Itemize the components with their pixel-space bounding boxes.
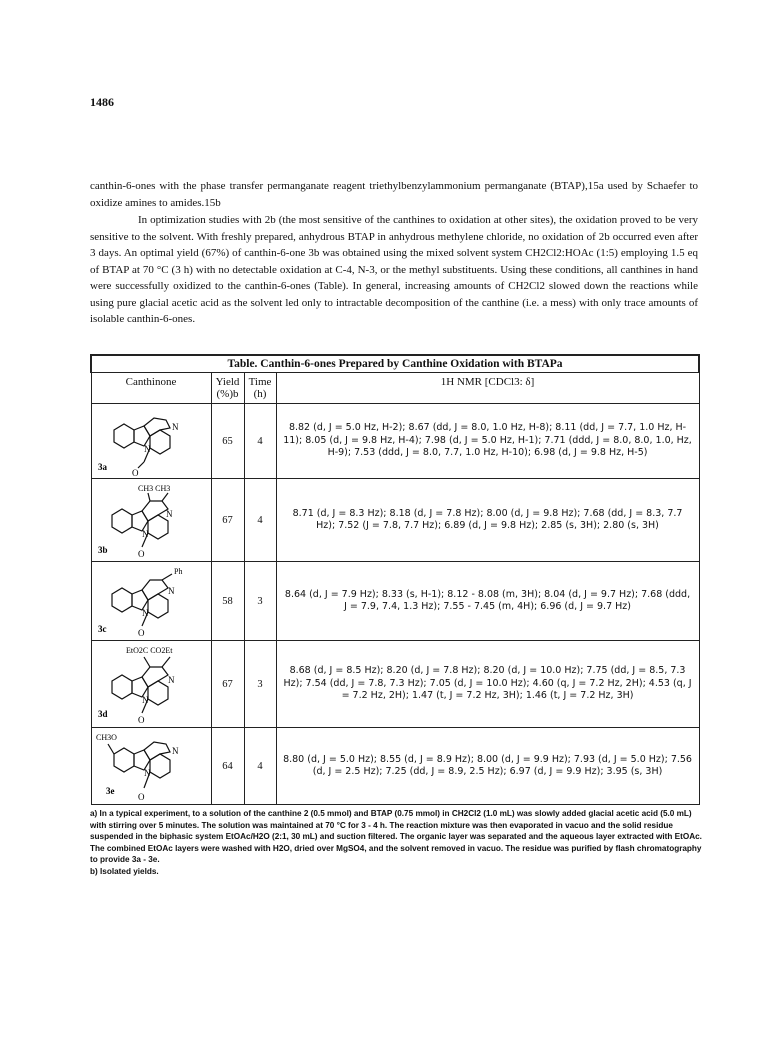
compound-label: 3b: [97, 545, 108, 555]
table-caption: Table. Canthin-6-ones Prepared by Canthine Oxidation with BTAPa: [91, 355, 699, 373]
compound-label: 3d: [97, 709, 108, 719]
time-cell: 4: [244, 728, 276, 805]
n-label: N: [143, 444, 150, 454]
n-label: N: [143, 768, 150, 778]
o-label: O: [137, 792, 144, 802]
nmr-cell: 8.71 (d, J = 8.3 Hz); 8.18 (d, J = 7.8 Hz); 8.00 (d, J = 9.8 Hz); 7.68 (dd, J = 8.3, 7.7 Hz); 7.52 (J = 7.8, 7.7 Hz); 6.89 (d, J = 9.8 Hz); 2.85 (s, 3H); 2.80 (s, 3H): [276, 479, 699, 562]
yield-cell: 58: [211, 562, 244, 641]
footnote-a: a) In a typical experiment, to a solution of the canthine 2 (0.5 mmol) and BTAP (0.75 mmol) in CH2Cl2 (1.0 mL) was slowly added glacial acetic acid (5.0 mL) with stirring over 5 minutes. The solution was maintained at 70 °C for 3 - 4 h. The reaction mixture was then evaporated in vacuo and the solid residue suspended in the biphasic system EtOAc/H2O (2:1, 30 mL) and suction filtered. The organic layer was separated and the aqueous layer extracted with EtOAc. The combined EtOAc layers were washed with H2O, dried over MgSO4, and the solvent removed in vacuo. The residue was purified by flash chromatography to provide 3a - 3e.: [90, 809, 702, 865]
structure-3d: [91, 641, 211, 728]
compound-label: 3e: [105, 786, 114, 796]
paragraph-optimization: In optimization studies with 2b (the most sensitive of the canthines to oxidation at other sites), the oxidation proved to be very sensitive to the solvent. With freshly prepared, anhydrous BTAP in anhydrous methylene chloride, no oxidation of 2b occurred even after 3 days. An optimal yield (67%) of canthin-6-one 3b was obtained using the mixed solvent system CH2Cl2:HOAc (1:5) employing 1.5 eq of BTAP at 70 °C (3 h) with no detectable oxidation at C-4, N-3, or the methyl substituents. Using these conditions, all canthines in hand were successfully oxidized to the canthin-6-ones (Table). In general, increasing amounts of CH2Cl2 slowed down the reactions while using pure glacial acetic acid as the solvent led only to intractable decomposition of the canthine (i.e. a mess) with only trace amounts of isolable canthin-6-ones.: [90, 214, 698, 325]
nmr-cell: 8.82 (d, J = 5.0 Hz, H-2); 8.67 (dd, J = 8.0, 1.0 Hz, H-8); 8.11 (dd, J = 7.7, 1.0 Hz, H-11); 8.05 (d, J = 9.8 Hz, H-4); 7.98 (d, J = 5.0 Hz, H-1); 7.71 (ddd, J = 8.0, 8.0, 1.0, Hz, H-9); 7.53 (ddd, J = 8.0, 7.7, 1.0 Hz, H-10); 6.98 (d, J = 9.8 Hz, H-5): [276, 404, 699, 479]
paragraph-intro: canthin-6-ones with the phase transfer permanganate reagent triethylbenzylammonium permanganate (BTAP),15a used by Schaefer to oxidize amines to amides.15b: [90, 180, 698, 209]
header-yield: Yield (%)b: [211, 373, 244, 404]
o-label: O: [131, 468, 138, 478]
n-label: N: [171, 746, 178, 756]
header-nmr: 1H NMR [CDCl3: δ]: [276, 373, 699, 404]
table-footnotes: [90, 808, 702, 878]
header-canthinone: Canthinone: [91, 373, 211, 404]
table-row: [91, 562, 699, 641]
n-label: N: [167, 586, 174, 596]
o-label: O: [137, 549, 144, 559]
time-cell: 4: [244, 404, 276, 479]
time-cell: 3: [244, 562, 276, 641]
table-row: [91, 641, 699, 728]
yield-cell: 67: [211, 479, 244, 562]
page-number: 1486: [90, 95, 114, 109]
time-cell: 4: [244, 479, 276, 562]
time-cell: 3: [244, 641, 276, 728]
structure-3e: [91, 728, 211, 805]
substituent-label: Ph: [173, 567, 182, 576]
canthinone-table: [90, 354, 698, 805]
yield-cell: 65: [211, 404, 244, 479]
nmr-cell: 8.80 (d, J = 5.0 Hz); 8.55 (d, J = 8.9 Hz); 8.00 (d, J = 9.9 Hz); 7.93 (d, J = 5.0 Hz); 7.56 (d, J = 2.5 Hz); 7.25 (dd, J = 8.9, 2.5 Hz); 6.97 (d, J = 9.9 Hz); 3.95 (s, 3H): [276, 728, 699, 805]
compound-label: 3a: [97, 462, 107, 472]
table-row: [91, 404, 699, 479]
o-label: O: [137, 715, 144, 725]
yield-cell: 67: [211, 641, 244, 728]
structure-3b: [91, 479, 211, 562]
header-time: Time (h): [244, 373, 276, 404]
substituent-label: CH3O: [95, 733, 117, 742]
yield-cell: 64: [211, 728, 244, 805]
n-label: N: [171, 422, 178, 432]
structure-3c: [91, 562, 211, 641]
nmr-cell: 8.68 (d, J = 8.5 Hz); 8.20 (d, J = 7.8 Hz); 8.20 (d, J = 10.0 Hz); 7.75 (dd, J = 8.5, 7.3 Hz); 7.54 (dd, J = 7.8, 7.3 Hz); 7.05 (d, J = 10.0 Hz); 4.60 (q, J = 7.2 Hz, 2H); 4.53 (q, J = 7.2 Hz, 2H); 1.47 (t, J = 7.2 Hz, 3H); 1.46 (t, J = 7.2 Hz, 3H): [276, 641, 699, 728]
n-label: N: [165, 509, 172, 519]
n-label: N: [141, 529, 148, 539]
structure-3a: [91, 404, 211, 479]
compound-label: 3c: [97, 624, 106, 634]
footnote-b: b) Isolated yields.: [90, 866, 159, 876]
substituent-label: CH3 CH3: [137, 484, 170, 493]
table-row: [91, 479, 699, 562]
nmr-cell: 8.64 (d, J = 7.9 Hz); 8.33 (s, H-1); 8.12 - 8.08 (m, 3H); 8.04 (d, J = 9.7 Hz); 7.68 (ddd, J = 7.9, 7.4, 1.3 Hz); 7.55 - 7.45 (m, 4H); 6.96 (d, J = 9.7 Hz): [276, 562, 699, 641]
n-label: N: [141, 695, 148, 705]
o-label: O: [137, 628, 144, 638]
n-label: N: [141, 608, 148, 618]
table-row: [91, 728, 699, 805]
n-label: N: [167, 675, 174, 685]
substituent-label: EtO2C CO2Et: [125, 646, 172, 655]
